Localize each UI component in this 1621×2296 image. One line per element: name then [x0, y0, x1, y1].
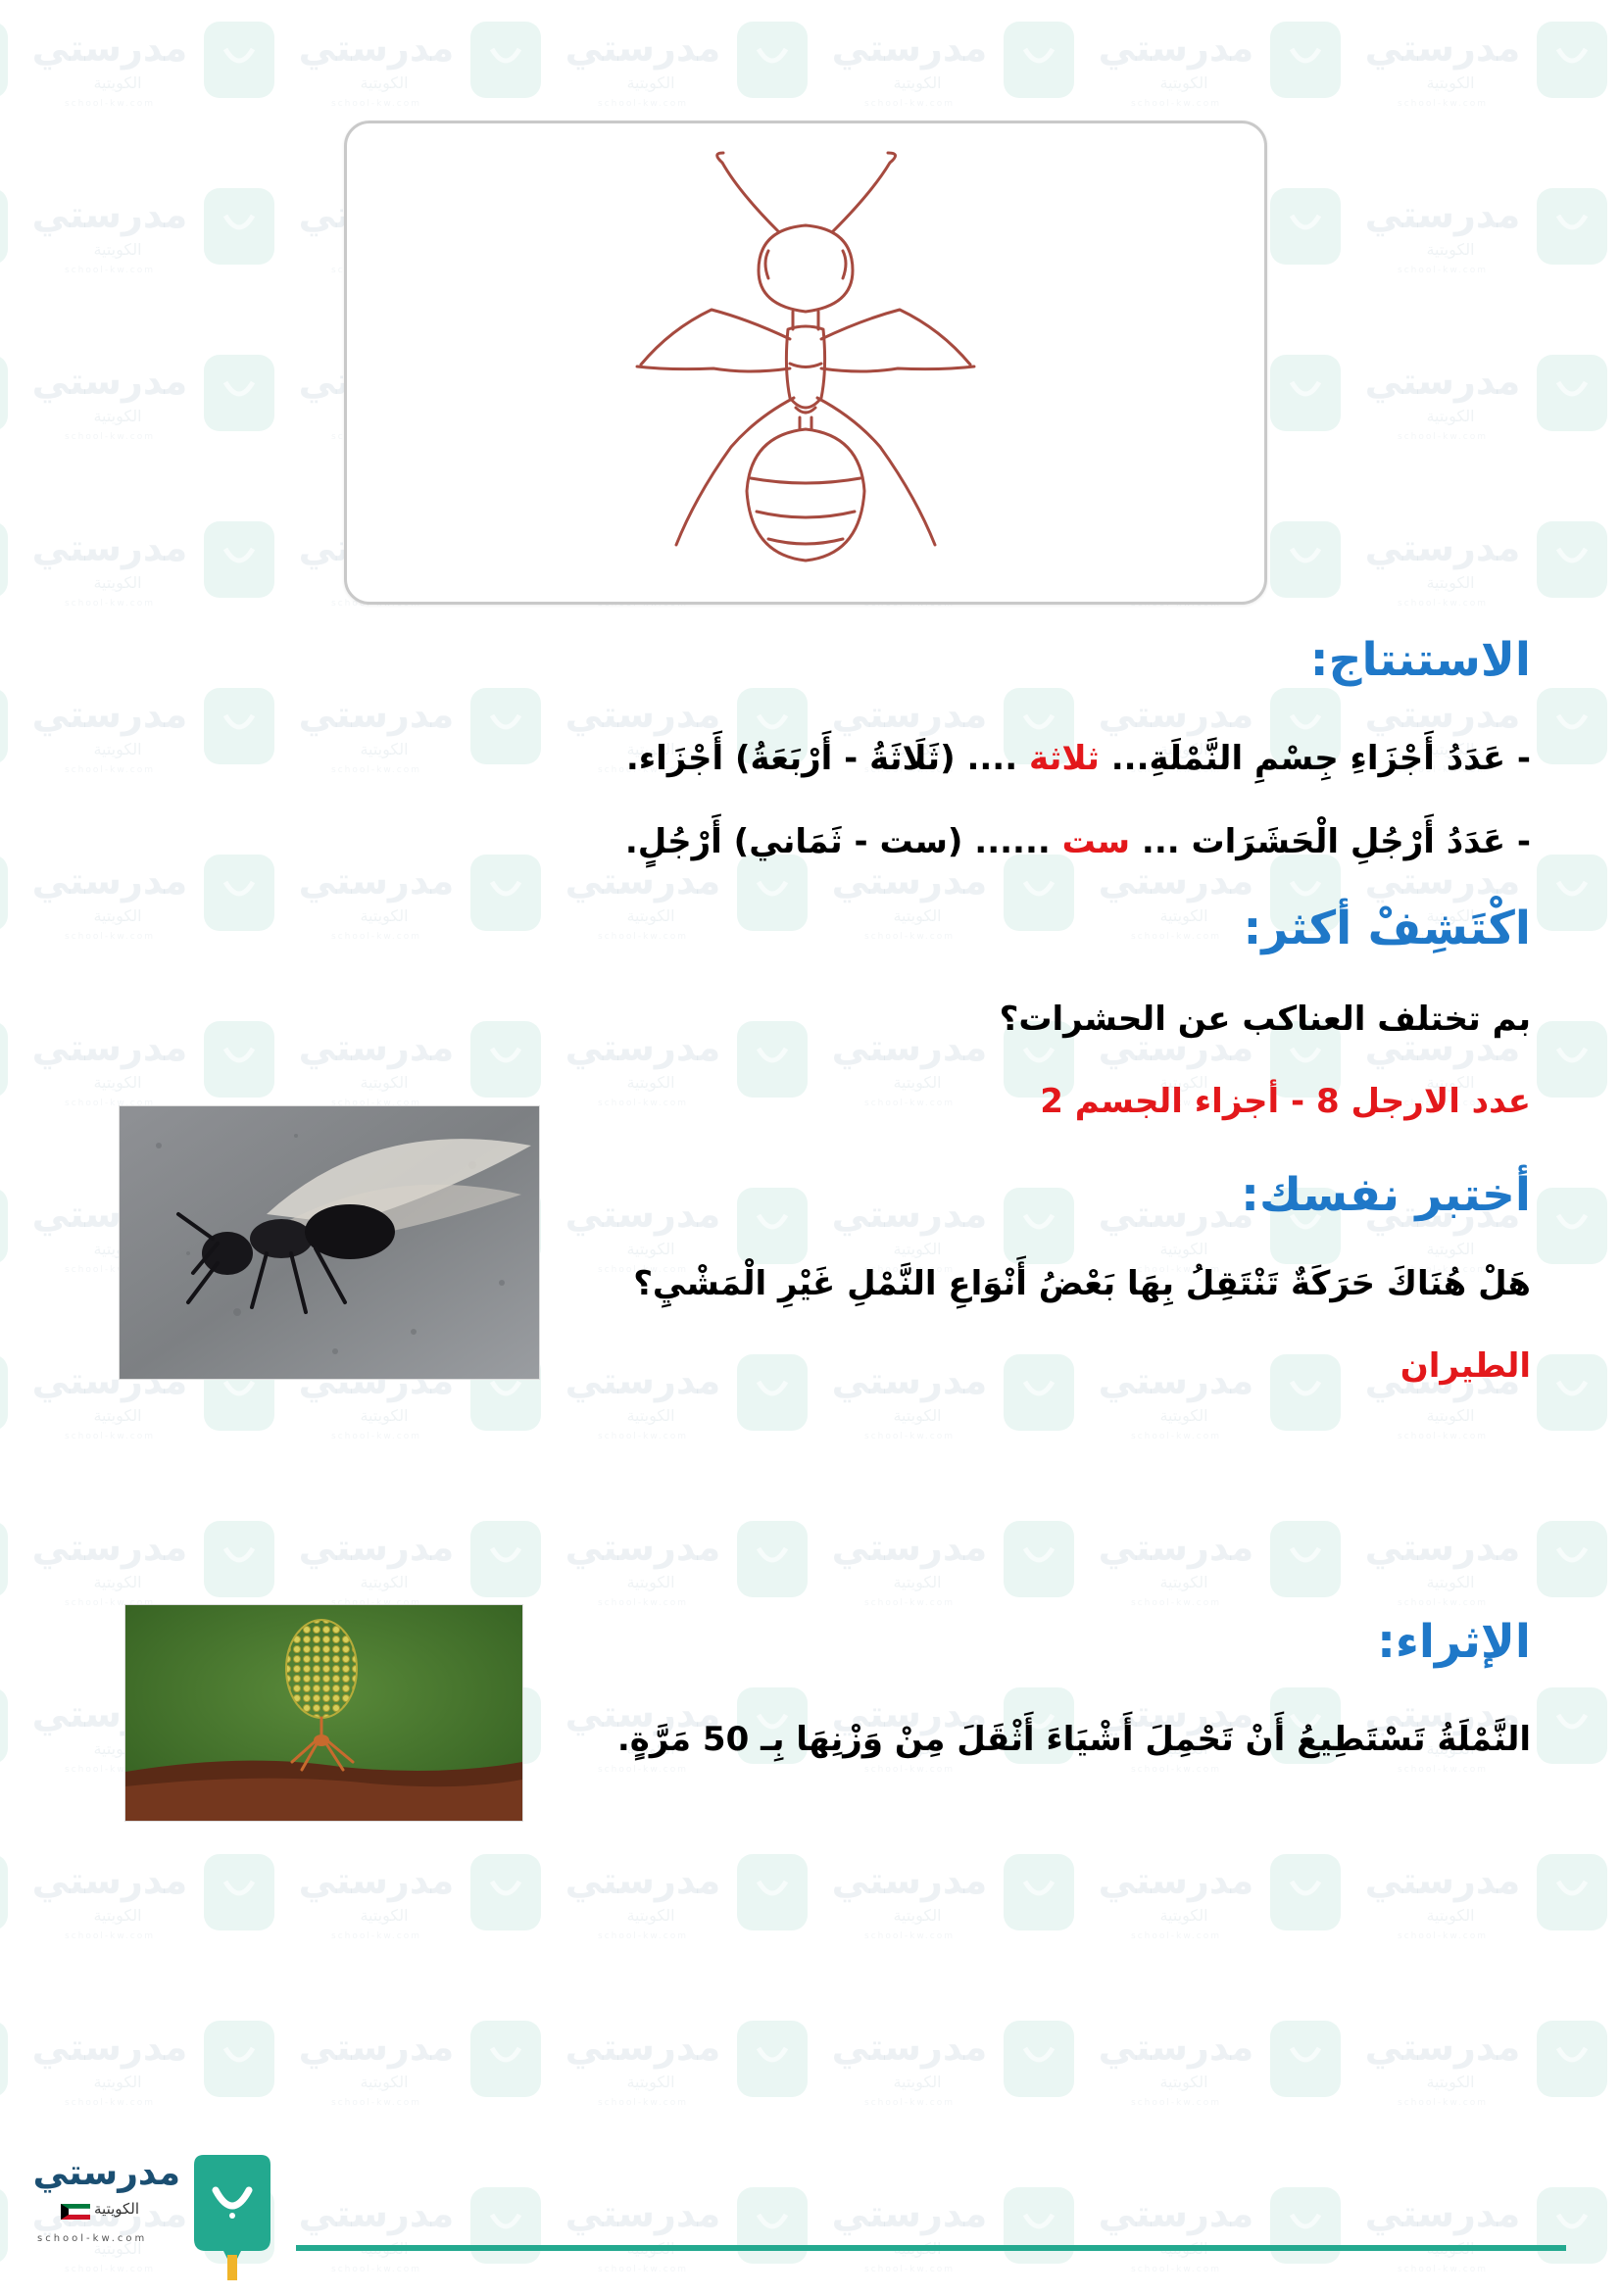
enrichment-text: النَّمْلَةُ تَسْتَطِيعُ أَنْ تَحْمِلَ أَشْيَاءَ أَثْقَلَ مِنْ وَزْنِهَا بِـ 50 مَرَّةٍ. [616, 1720, 1531, 1759]
footer-logo [33, 2151, 288, 2283]
logo-text: مدرستي [32, 2153, 180, 2193]
conclusion-line-body-parts [626, 739, 1531, 778]
test-question: هَلْ هُنَاكَ حَرَكَةٌ تَنْتَقِلُ بِهَا بَعْضُ أَنْوَاعِ النَّمْلِ غَيْرِ الْمَشْيِ؟ [633, 1264, 1531, 1303]
enrichment-heading: الإثراء: [1377, 1615, 1531, 1669]
test-answer: الطيران [1400, 1346, 1531, 1386]
discover-answer: عدد الارجل 8 - أجزاء الجسم 2 [1040, 1082, 1531, 1121]
conclusion-heading: الاستنتاج: [1309, 633, 1531, 687]
conclusion-line2-answer: ست [1061, 822, 1131, 861]
winged-ant-photo [119, 1105, 540, 1380]
ant-illustration-frame [344, 121, 1267, 605]
conclusion-line1-suffix: .... (ثَلَاثَةُ - أَرْبَعَةُ) أَجْزَاء. [625, 739, 1018, 778]
ant-drawing [347, 123, 1264, 602]
conclusion-line2-prefix: - عَدَدُ أَرْجُلِ الْحَشَرَات ... [1141, 822, 1531, 861]
discover-question: بم تختلف العناكب عن الحشرات؟ [999, 1000, 1531, 1039]
ant-carrying-photo [124, 1604, 523, 1822]
test-heading: أختبر نفسك: [1241, 1168, 1531, 1222]
conclusion-line1-answer: ثلاثة [1028, 739, 1100, 778]
conclusion-line1-prefix: - عَدَدُ أَجْزَاءِ جِسْمِ النَّمْلَةِ... [1110, 739, 1531, 778]
footer-divider [296, 2245, 1566, 2251]
logo-badge-icon [190, 2153, 274, 2284]
conclusion-line-legs [625, 822, 1531, 861]
conclusion-line2-suffix: ...... (ست - ثَمَاني) أَرْجُلٍ. [624, 822, 1051, 861]
logo-subtitle: الكويتية [94, 2200, 140, 2218]
kuwait-flag-icon [61, 2204, 90, 2220]
discover-heading: اكْتَشِفْ أكثر: [1243, 902, 1531, 955]
logo-url: school-kw.com [37, 2233, 148, 2244]
